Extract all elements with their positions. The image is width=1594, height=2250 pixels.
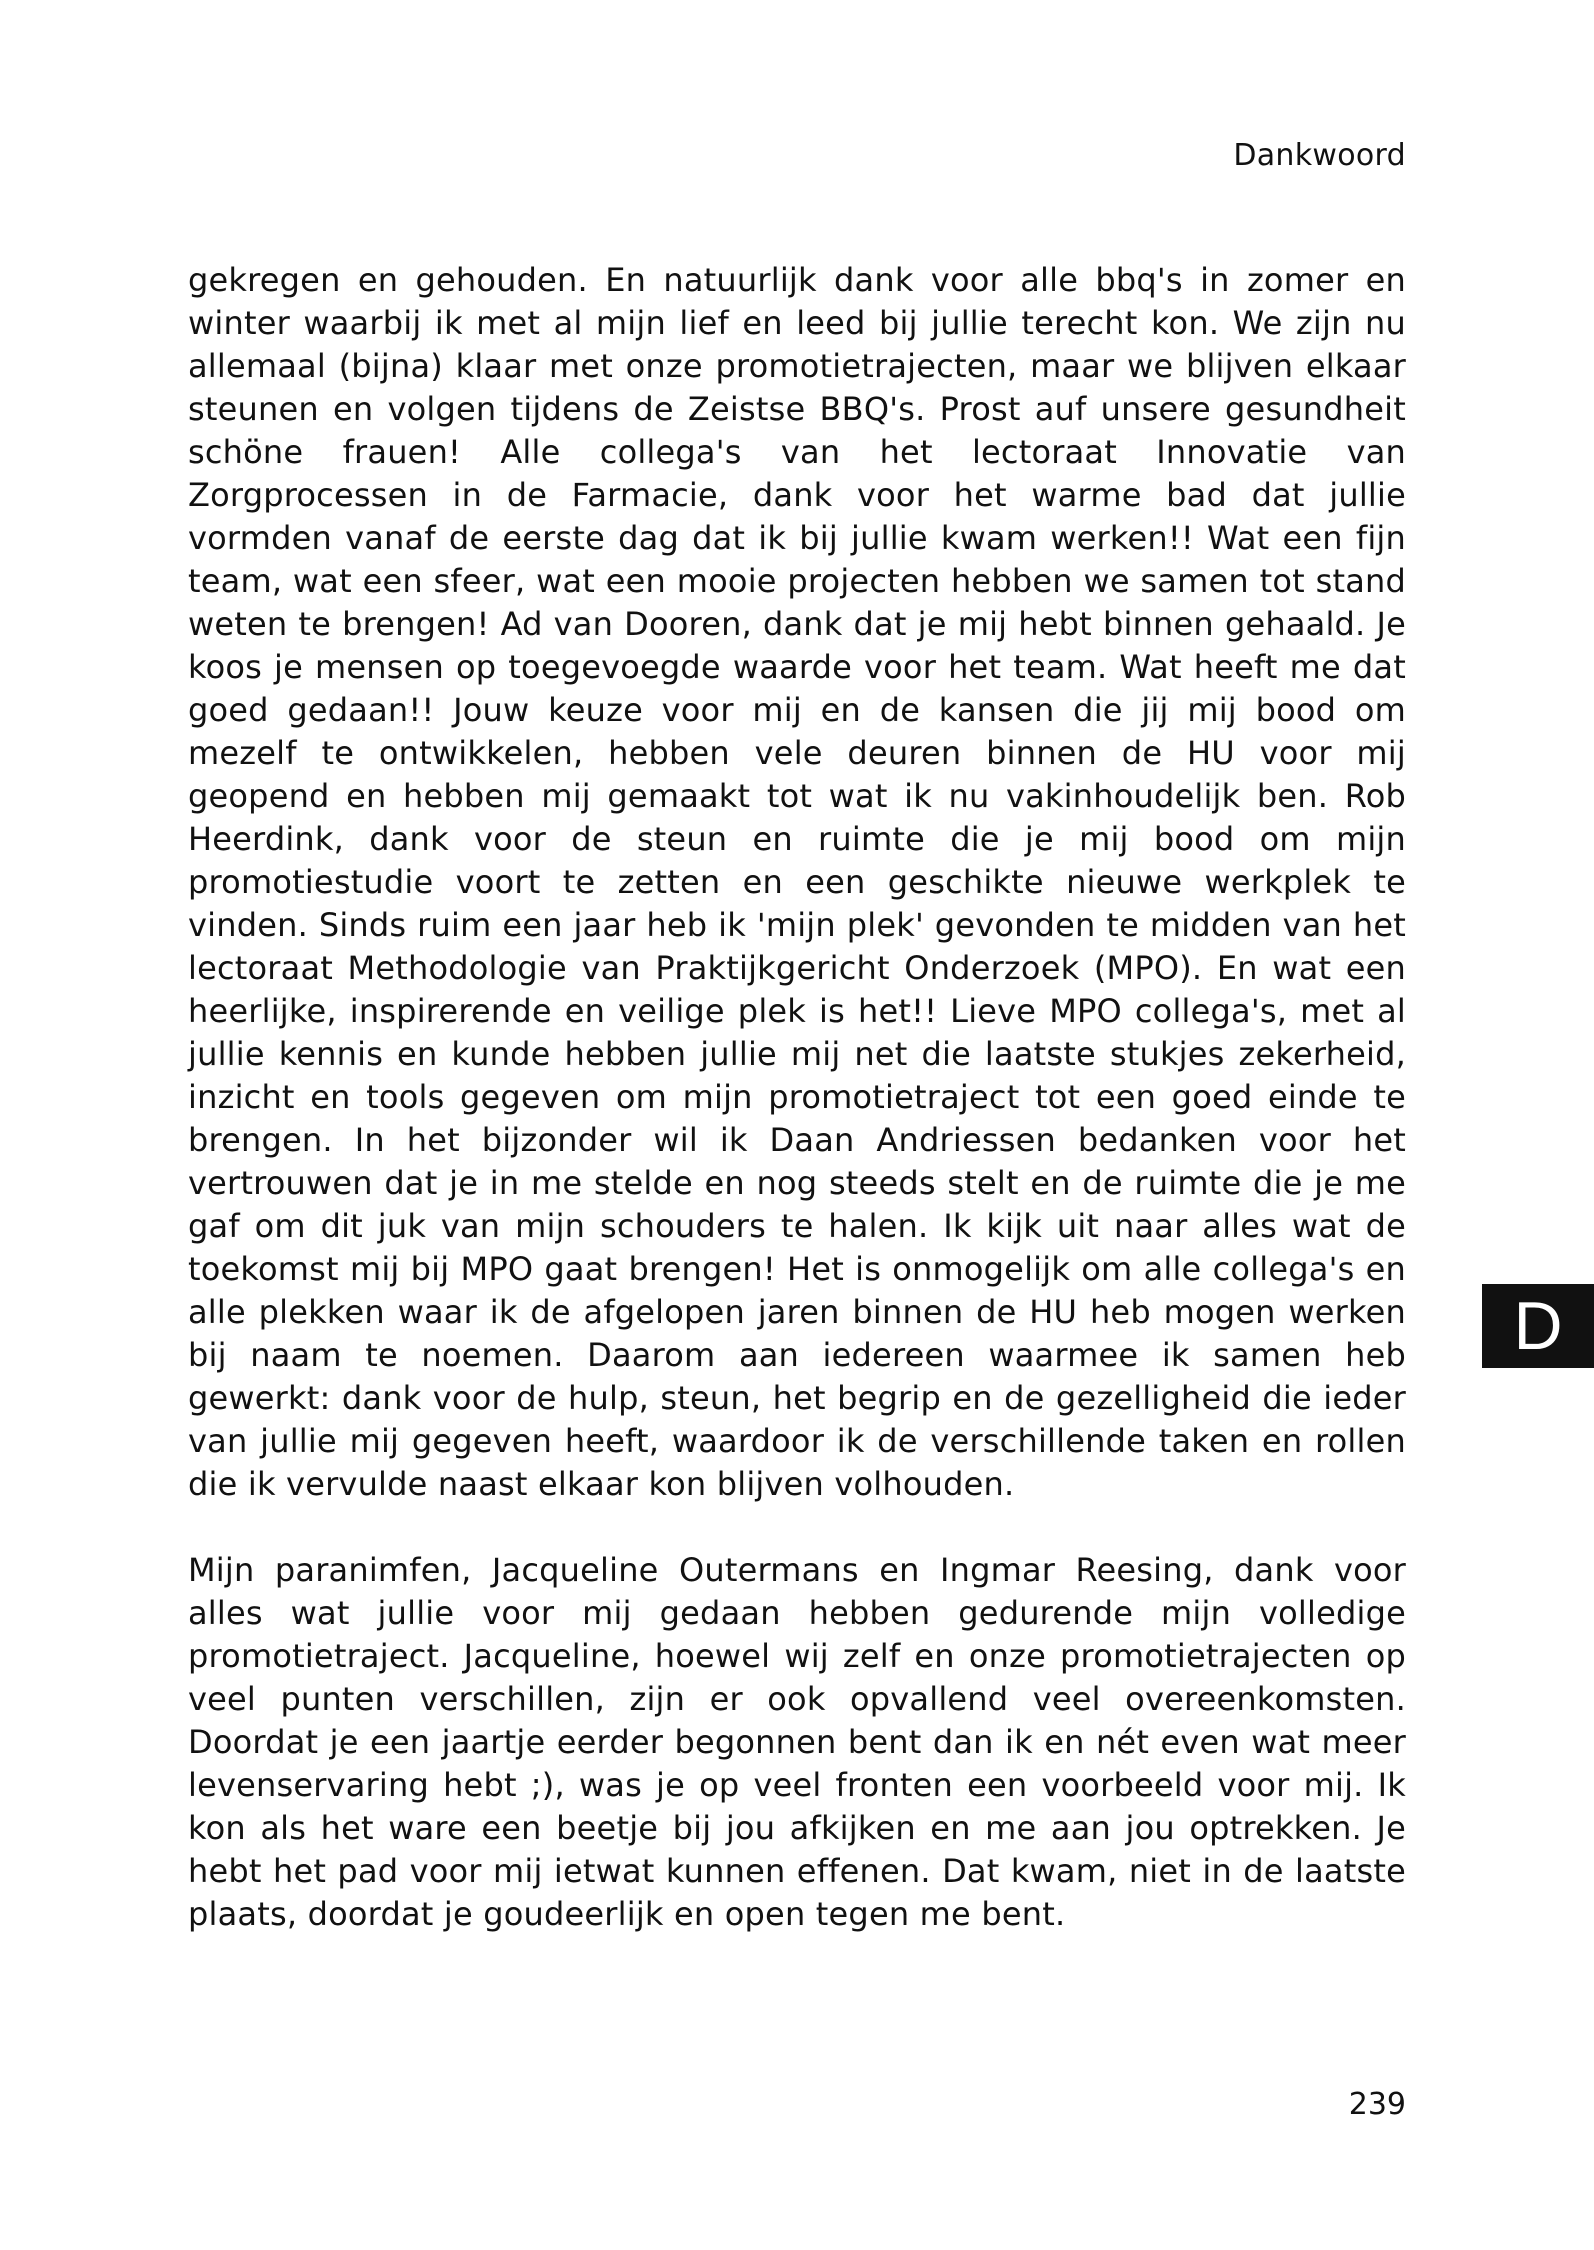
running-header: Dankwoord bbox=[1233, 138, 1406, 173]
paragraph: Mijn paranimfen, Jacqueline Outermans en Ingmar Reesing, dank voor alles wat jullie voor mij gedaan hebben gedurende mijn volledige promotietraject. Jacqueline, hoewel wij zelf en onze promotietrajecten op veel punten verschillen, zijn er ook opvallend veel overeenkomsten. Doordat je een jaartje eerder begonnen bent dan ik en nét even wat meer levenservaring hebt ;), was je op veel fronten een voorbeeld voor mij. Ik kon als het ware een beetje bij jou afkijken en me aan jou optrekken. Je hebt het pad voor mij ietwat kunnen effenen. Dat kwam, niet in de laatste plaats, doordat je goudeerlijk en open tegen me bent. bbox=[188, 1551, 1406, 1933]
paragraph: gekregen en gehouden. En natuurlijk dank voor alle bbq's in zomer en winter waarbij ik met al mijn lief en leed bij jullie terecht kon. We zijn nu allemaal (bijna) klaar met onze promotietrajecten, maar we blijven elkaar steunen en volgen tijdens de Zeistse BBQ's. Prost auf unsere gesundheit schöne frauen! Alle collega's van het lectoraat Innovatie van Zorgprocessen in de Farmacie, dank voor het warme bad dat jullie vormden vanaf de eerste dag dat ik bij jullie kwam werken!! Wat een fijn team, wat een sfeer, wat een mooie projecten hebben we samen tot stand weten te brengen! Ad van Dooren, dank dat je mij hebt binnen gehaald. Je koos je mensen op toegevoegde waarde voor het team. Wat heeft me dat goed gedaan!! Jouw keuze voor mij en de kansen die jij mij bood om mezelf te ontwikkelen, hebben vele deuren binnen de HU voor mij geopend en hebben mij gemaakt tot wat ik nu vakinhoudelijk ben. Rob Heerdink, dank voor de steun en ruimte die je mij bood om mijn promotiestudie voort te zetten en een geschikte nieuwe werkplek te vinden. Sinds ruim een jaar heb ik 'mijn plek' gevonden te midden van het lectoraat Methodologie van Praktijkgericht Onderzoek (MPO). En wat een heerlijke, inspirerende en veilige plek is het!! Lieve MPO collega's, met al jullie kennis en kunde hebben jullie mij net die laatste stukjes zekerheid, inzicht en tools gegeven om mijn promotietraject tot een goed einde te brengen. In het bijzonder wil ik Daan Andriessen bedanken voor het vertrouwen dat je in me stelde en nog steeds stelt en de ruimte die je me gaf om dit juk van mijn schouders te halen. Ik kijk uit naar alles wat de toekomst mij bij MPO gaat brengen! Het is onmogelijk om alle collega's en alle plekken waar ik de afgelopen jaren binnen de HU heb mogen werken bij naam te noemen. Daarom aan iedereen waarmee ik samen heb gewerkt: dank voor de hulp, steun, het begrip en de gezelligheid die ieder van jullie mij gegeven heeft, waardoor ik de verschillende taken en rollen die ik vervulde naast elkaar kon blijven volhouden. bbox=[188, 261, 1406, 1503]
chapter-tab: D bbox=[1482, 1284, 1594, 1368]
body-text bbox=[188, 259, 1406, 1936]
page-number: 239 bbox=[1348, 2087, 1406, 2122]
